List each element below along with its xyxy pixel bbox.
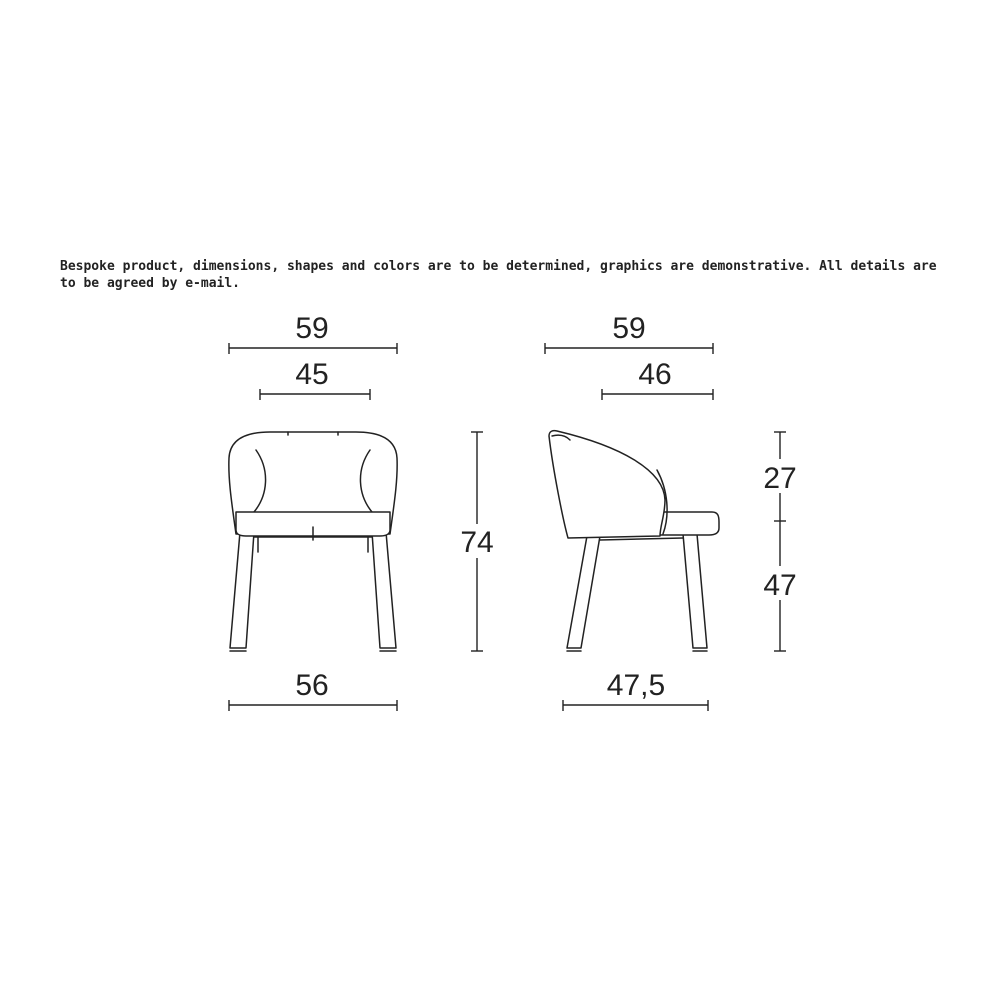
front-right-leg <box>372 532 396 648</box>
chair-side-outline <box>549 431 719 651</box>
front-overall-width-label: 59 <box>295 312 329 345</box>
side-front-leg <box>567 536 600 648</box>
side-seat-depth-label: 46 <box>638 358 672 391</box>
side-overall-depth-label: 59 <box>612 312 646 345</box>
side-seat-height-label: 47 <box>763 569 797 602</box>
side-backrest-shell <box>549 431 665 538</box>
front-seat-width-label: 45 <box>295 358 329 391</box>
front-left-leg <box>230 532 254 648</box>
front-base-width-label: 56 <box>295 669 329 702</box>
side-back-leg <box>683 534 707 648</box>
side-backrest-height-label: 27 <box>763 462 797 495</box>
front-height-label: 74 <box>460 526 494 559</box>
chair-front-outline <box>229 432 397 651</box>
side-view <box>545 312 799 711</box>
side-base-depth-label: 47,5 <box>606 669 666 702</box>
disclaimer-note: Bespoke product, dimensions, shapes and colors are to be determined, graphics are demonstrative. All details are to be agreed by e-mail. <box>60 259 937 291</box>
front-view <box>229 312 496 711</box>
